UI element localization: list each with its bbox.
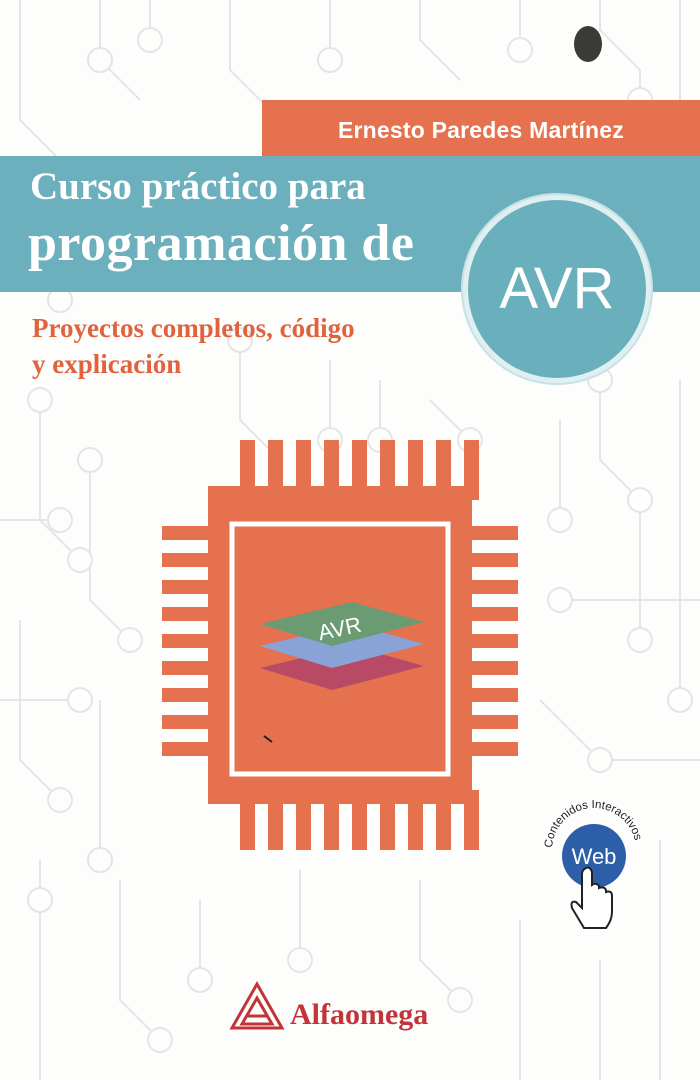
subtitle-line-2: y explicación (32, 349, 182, 379)
web-interactive-badge (538, 790, 650, 940)
alfaomega-logo-icon (228, 980, 286, 1032)
title-line-1: Curso práctico para (30, 165, 366, 208)
web-badge-label: Web (571, 844, 617, 869)
microcontroller-chip-illustration (150, 440, 530, 850)
author-name: Ernesto Paredes Martínez (337, 117, 624, 143)
publisher-name: Alfaomega (290, 998, 429, 1031)
subtitle-line-1: Proyectos completos, código (32, 313, 355, 343)
title-line-2: programación de (28, 215, 415, 272)
subtitle (32, 310, 355, 382)
avr-badge-text: AVR (499, 256, 615, 321)
chip-avr-label: AVR (315, 611, 364, 646)
cover-damage-mark (574, 26, 602, 62)
web-badge-arc-text: Contenidos Interactivos (542, 798, 644, 849)
